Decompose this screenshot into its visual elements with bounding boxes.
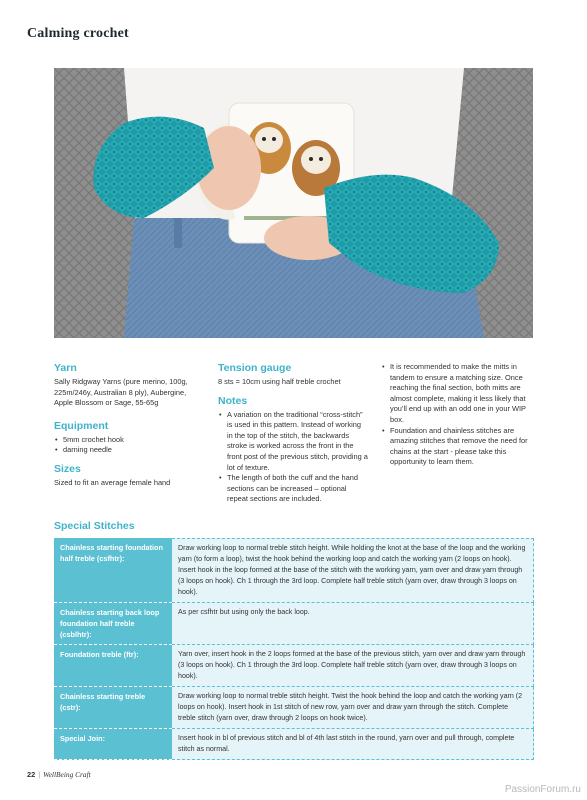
notes-list-continued <box>381 362 533 468</box>
tension-notes-column <box>218 362 368 512</box>
table-row <box>54 538 534 603</box>
stitch-description: Yarn over, insert hook in the 2 loops formed at the base of the previous stitch, yarn over and draw yarn through (3 loops on hook). Ch 1 through the 3rd loop. Complete half treble stitch (yarn over, draw through 3 loops on hook). <box>172 645 534 687</box>
yarn-heading: Yarn <box>54 362 77 374</box>
stitch-name: Chainless starting back loop foundation half treble (csblhtr): <box>54 603 172 645</box>
table-row <box>54 729 534 760</box>
list-item: • A variation on the traditional “cross-stitch” is used in this pattern. Instead of working in the top of the stitch, the backwards stroke is worked across the front in the front post of the previous stitch, providing a lot of texture. <box>218 410 368 474</box>
stitch-name: Special Join: <box>54 729 172 760</box>
list-item: • The length of both the cuff and the hand sections can be increased – optional repeat sections are included. <box>218 473 368 505</box>
equipment-list <box>54 435 206 456</box>
magazine-brand: WellBeing Craft <box>43 770 91 779</box>
yarn-text: Sally Ridgway Yarns (pure merino, 100g, 225m/246y, Australian 8 ply), Aubergine, Apple Blossom or Sage, 55-65g <box>54 377 188 408</box>
watermark: PassionForum.ru <box>504 784 581 795</box>
equipment-heading: Equipment <box>54 419 109 432</box>
tension-text: 8 sts = 10cm using half treble crochet <box>218 377 341 386</box>
page-title: Calming crochet <box>27 26 129 41</box>
list-item: • darning needle <box>54 445 206 456</box>
stitch-description: Insert hook in bl of previous stitch and bl of 4th last stitch in the round, yarn over and pull through, complete stitch as normal. <box>172 729 534 760</box>
notes-continued-column <box>381 362 533 475</box>
stitch-description: As per csfhtr but using only the back loop. <box>172 603 534 645</box>
crochet-mitts-photo <box>54 68 533 338</box>
special-stitches-heading: Special Stitches <box>54 520 135 532</box>
tension-heading: Tension gauge <box>218 362 292 374</box>
table-row <box>54 687 534 729</box>
sizes-text: Sized to fit an average female hand <box>54 477 171 487</box>
stitch-description: Draw working loop to normal treble stitch height. Twist the hook behind the loop and catch the working yarn (2 loops on hook). Insert hook in 1st stitch of new row, yarn over and draw yarn through the stitch. Complete treble stitch (yarn over, draw through 2 loops on hook twice). <box>172 687 534 729</box>
page-footer <box>27 770 91 779</box>
notes-list <box>218 410 368 505</box>
table-row <box>54 603 534 645</box>
list-item: • Foundation and chainless stitches are amazing stitches that remove the need for chains at the start - please take this opportunity to learn them. <box>381 426 533 468</box>
list-item: • 5mm crochet hook <box>54 435 206 446</box>
sizes-heading: Sizes <box>54 462 81 475</box>
special-stitches-table <box>54 538 534 760</box>
stitch-name: Chainless starting foundation half treble (csfhtr): <box>54 538 172 603</box>
notes-heading: Notes <box>218 394 248 407</box>
footer-divider: | <box>38 770 41 779</box>
stitch-name: Chainless starting treble (cstr): <box>54 687 172 729</box>
table-row <box>54 645 534 687</box>
page-number: 22 <box>27 770 36 779</box>
stitch-description: Draw working loop to normal treble stitch height. While holding the knot at the base of the loop and the working yarn (to form a loop), twist the hook behind the working loop and catch the working yarn (2 loops on hook). Insert hook in the loop formed at the base of the stitch with the working yarn, yarn over and draw yarn through (3 loops on hook). Ch 1 through the 3rd loop. Complete half treble stitch (yarn over, draw through 3 loops on hook). <box>172 538 534 603</box>
list-item: • It is recommended to make the mitts in tandem to ensure a matching size. Once reaching the final section, both mitts are almost complete, making it less likely that you’ll end up with an odd one in your WIP box. <box>381 362 533 426</box>
materials-column <box>54 362 206 496</box>
stitch-name: Foundation treble (ftr): <box>54 645 172 687</box>
